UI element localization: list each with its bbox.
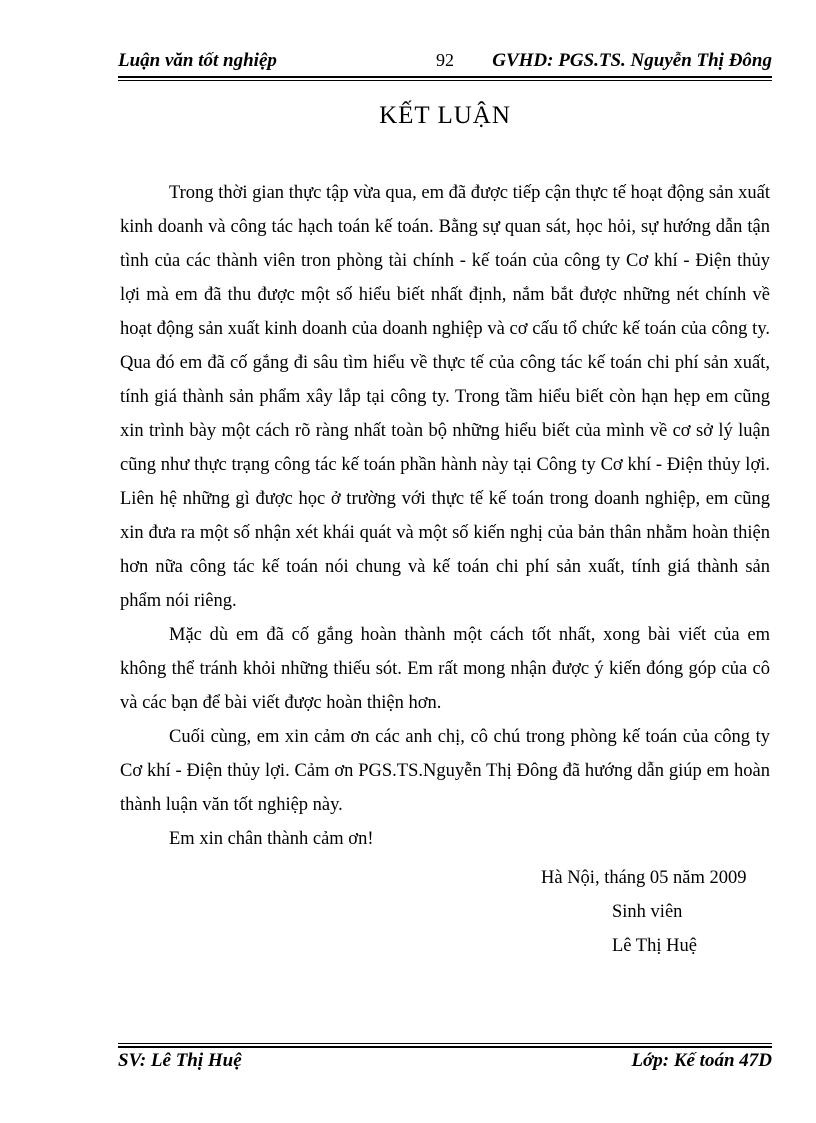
paragraph-4: Em xin chân thành cảm ơn! — [169, 829, 374, 849]
page-title: KẾT LUẬN — [379, 102, 511, 129]
paragraph-3: Cuối cùng, em xin cảm ơn các anh chị, cô chú trong phòng kế toán của công ty Cơ khí - Điện thủy lợi. Cảm ơn PGS.TS.Nguyễn Thị Đông đã hướng dẫn giúp em hoàn thành luận văn tốt nghiệp này. — [120, 727, 770, 815]
header-thesis-label: Luận văn tốt nghiệp — [118, 50, 277, 71]
paragraph-1: Trong thời gian thực tập vừa qua, em đã được tiếp cận thực tế hoạt động sản xuất kinh doanh và công tác hạch toán kế toán. Bằng sự quan sát, học hỏi, sự hướng dẫn tận tình của các thành viên tron phòng tài chính - kế toán của công ty Cơ khí - Điện thủy lợi mà em đã thu được một số hiểu biết nhất định, nắm bắt được những nét chính về hoạt động sản xuất kinh doanh của doanh nghiệp và cơ cấu tổ chức kế toán của công ty. Qua đó em đã cố gắng đi sâu tìm hiểu về thực tế của công tác kế toán chi phí sản xuất, tính giá thành sản phẩm xây lắp tại công ty. Trong tầm hiểu biết còn hạn hẹp em cũng xin trình bày một cách rõ ràng nhất toàn bộ những hiểu biết của mình về cơ sở lý luận cũng như thực trạng công tác kế toán phần hành này tại Công ty Cơ khí - Điện thủy lợi. Liên hệ những gì được học ở trường với thực tế kế toán trong doanh nghiệp, em cũng xin đưa ra một số nhận xét khái quát và một số kiến nghị của bản thân nhằm hoàn thiện hơn nữa công tác kế toán nói chung và kế toán chi phí sản xuất, tính giá thành sản phẩm nói riêng. — [120, 183, 770, 611]
paragraph-2: Mặc dù em đã cố gắng hoàn thành một cách tốt nhất, xong bài viết của em không thể tránh khỏi những thiếu sót. Em rất mong nhận được ý kiến đóng góp của cô và các bạn để bài viết được hoàn thiện hơn. — [120, 625, 770, 713]
signature-place-date: Hà Nội, tháng 05 năm 2009 — [541, 868, 747, 888]
header-rule-thin — [118, 80, 772, 81]
footer-class: Lớp: Kế toán 47D — [631, 1050, 772, 1071]
conclusion-body — [120, 176, 770, 856]
signature-role: Sinh viên — [612, 902, 683, 922]
footer-rule-thin — [118, 1043, 772, 1044]
signature-name: Lê Thị Huệ — [612, 936, 697, 956]
page-number: 92 — [436, 50, 454, 70]
page-header — [118, 50, 772, 76]
footer-rule-thick — [118, 1046, 772, 1048]
footer-student: SV: Lê Thị Huệ — [118, 1050, 242, 1071]
header-rule-thick — [118, 76, 772, 78]
page-footer — [118, 1050, 772, 1076]
header-supervisor: GVHD: PGS.TS. Nguyễn Thị Đông — [492, 50, 772, 71]
